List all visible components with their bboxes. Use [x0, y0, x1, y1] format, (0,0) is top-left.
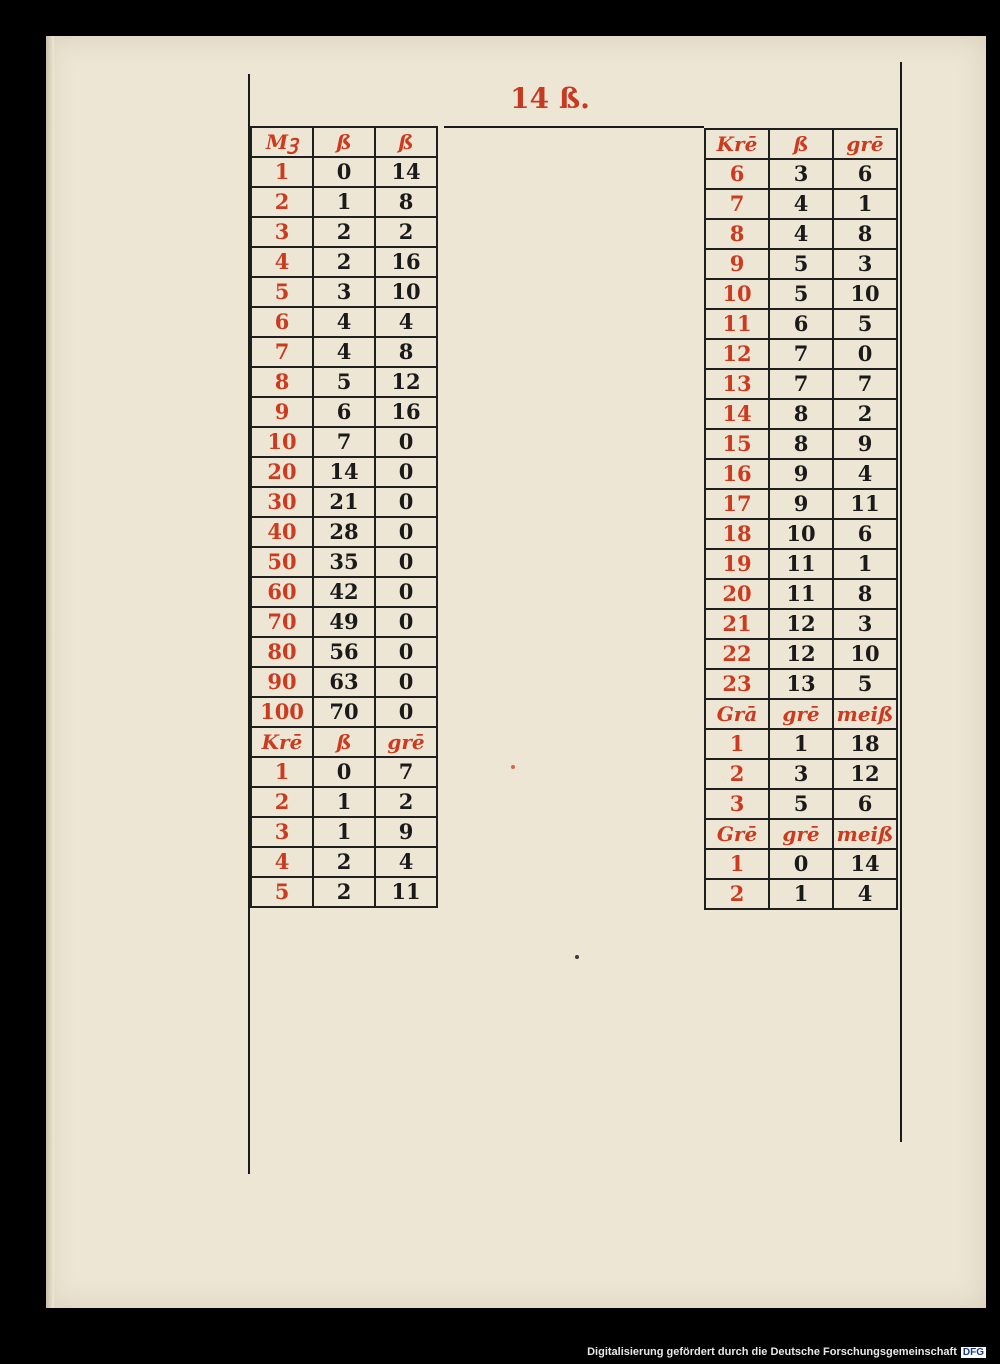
value-cell: 2	[313, 247, 375, 277]
column-header: meiß	[833, 819, 897, 849]
row-label-cell: 11	[705, 309, 769, 339]
table-row	[251, 397, 437, 427]
column-header: Grā	[705, 699, 769, 729]
column-header: grē	[769, 699, 833, 729]
value-cell: 5	[833, 669, 897, 699]
value-cell: 14	[313, 457, 375, 487]
value-cell: 8	[769, 399, 833, 429]
value-cell: 6	[769, 309, 833, 339]
row-label-cell: 7	[705, 189, 769, 219]
value-cell: 11	[833, 489, 897, 519]
table-row	[705, 489, 897, 519]
row-label-cell: 10	[705, 279, 769, 309]
table-row	[705, 459, 897, 489]
row-label-cell: 13	[705, 369, 769, 399]
value-cell: 4	[769, 189, 833, 219]
value-cell: 2	[313, 847, 375, 877]
table-row	[251, 577, 437, 607]
value-cell: 10	[833, 639, 897, 669]
value-cell: 9	[769, 459, 833, 489]
row-label-cell: 10	[251, 427, 313, 457]
value-cell: 11	[769, 579, 833, 609]
column-header: grē	[769, 819, 833, 849]
value-cell: 7	[769, 339, 833, 369]
value-cell: 8	[769, 429, 833, 459]
column-header: Grē	[705, 819, 769, 849]
value-cell: 9	[769, 489, 833, 519]
column-header: Krē	[705, 129, 769, 159]
table-row	[251, 367, 437, 397]
row-label-cell: 5	[251, 277, 313, 307]
table-row	[705, 639, 897, 669]
value-cell: 0	[375, 487, 437, 517]
table-row	[251, 487, 437, 517]
column-header: ß	[375, 127, 437, 157]
row-label-cell: 12	[705, 339, 769, 369]
value-cell: 5	[769, 279, 833, 309]
value-cell: 18	[833, 729, 897, 759]
credit-text: Digitalisierung gefördert durch die Deutsche Forschungsgemeinschaft	[587, 1346, 957, 1358]
value-cell: 0	[375, 427, 437, 457]
table-row	[251, 277, 437, 307]
row-label-cell: 3	[251, 217, 313, 247]
row-label-cell: 50	[251, 547, 313, 577]
row-label-cell: 4	[251, 247, 313, 277]
row-label-cell: 20	[705, 579, 769, 609]
value-cell: 28	[313, 517, 375, 547]
row-label-cell: 2	[251, 187, 313, 217]
value-cell: 1	[769, 729, 833, 759]
value-cell: 42	[313, 577, 375, 607]
value-cell: 0	[313, 157, 375, 187]
table-row	[251, 157, 437, 187]
digitization-credit	[587, 1346, 986, 1358]
table-row	[251, 547, 437, 577]
table-row	[705, 429, 897, 459]
table-row	[251, 637, 437, 667]
value-cell: 1	[833, 549, 897, 579]
value-cell: 6	[833, 519, 897, 549]
left-conversion-table	[250, 126, 438, 908]
value-cell: 2	[375, 217, 437, 247]
row-label-cell: 1	[251, 157, 313, 187]
table-row	[705, 219, 897, 249]
value-cell: 7	[375, 757, 437, 787]
page-header: 14 ß.	[510, 82, 590, 115]
table-row	[705, 609, 897, 639]
value-cell: 7	[833, 369, 897, 399]
value-cell: 4	[833, 879, 897, 909]
top-rule	[444, 126, 704, 128]
table-row	[251, 697, 437, 727]
row-label-cell: 18	[705, 519, 769, 549]
value-cell: 0	[375, 577, 437, 607]
table-row	[251, 247, 437, 277]
value-cell: 21	[313, 487, 375, 517]
row-label-cell: 22	[705, 639, 769, 669]
table-row	[705, 579, 897, 609]
row-label-cell: 23	[705, 669, 769, 699]
value-cell: 8	[833, 219, 897, 249]
row-label-cell: 2	[705, 759, 769, 789]
row-label-cell: 1	[705, 729, 769, 759]
table-row	[705, 309, 897, 339]
value-cell: 1	[313, 187, 375, 217]
value-cell: 7	[769, 369, 833, 399]
table-row	[251, 307, 437, 337]
value-cell: 12	[833, 759, 897, 789]
value-cell: 12	[769, 639, 833, 669]
table-row	[705, 549, 897, 579]
value-cell: 11	[769, 549, 833, 579]
table-header-row	[705, 819, 897, 849]
column-header: ß	[313, 727, 375, 757]
column-header: ß	[769, 129, 833, 159]
table-row	[705, 669, 897, 699]
value-cell: 5	[313, 367, 375, 397]
value-cell: 4	[769, 219, 833, 249]
row-label-cell: 70	[251, 607, 313, 637]
table-row	[251, 427, 437, 457]
column-header: Krē	[251, 727, 313, 757]
row-label-cell: 90	[251, 667, 313, 697]
value-cell: 3	[833, 249, 897, 279]
column-header: Mꝫ	[251, 127, 313, 157]
value-cell: 3	[833, 609, 897, 639]
value-cell: 0	[375, 457, 437, 487]
right-margin-rule	[900, 62, 902, 1142]
row-label-cell: 21	[705, 609, 769, 639]
value-cell: 2	[833, 399, 897, 429]
value-cell: 4	[833, 459, 897, 489]
value-cell: 3	[769, 759, 833, 789]
value-cell: 0	[375, 547, 437, 577]
ink-spot	[511, 765, 515, 769]
value-cell: 56	[313, 637, 375, 667]
value-cell: 16	[375, 397, 437, 427]
row-label-cell: 40	[251, 517, 313, 547]
value-cell: 12	[375, 367, 437, 397]
table-row	[251, 787, 437, 817]
value-cell: 1	[769, 879, 833, 909]
value-cell: 3	[313, 277, 375, 307]
value-cell: 2	[375, 787, 437, 817]
table-row	[251, 607, 437, 637]
table-row	[705, 789, 897, 819]
row-label-cell: 2	[705, 879, 769, 909]
table-row	[251, 877, 437, 907]
table-header-row	[251, 727, 437, 757]
table-row	[705, 849, 897, 879]
table-row	[705, 369, 897, 399]
value-cell: 16	[375, 247, 437, 277]
row-label-cell: 2	[251, 787, 313, 817]
value-cell: 0	[313, 757, 375, 787]
value-cell: 35	[313, 547, 375, 577]
value-cell: 5	[769, 249, 833, 279]
column-header: ß	[313, 127, 375, 157]
value-cell: 11	[375, 877, 437, 907]
value-cell: 14	[833, 849, 897, 879]
table-row	[705, 729, 897, 759]
value-cell: 2	[313, 877, 375, 907]
value-cell: 3	[769, 159, 833, 189]
value-cell: 5	[769, 789, 833, 819]
value-cell: 7	[313, 427, 375, 457]
table-header-row	[705, 699, 897, 729]
row-label-cell: 15	[705, 429, 769, 459]
value-cell: 8	[375, 187, 437, 217]
value-cell: 0	[375, 607, 437, 637]
table-row	[251, 517, 437, 547]
value-cell: 9	[375, 817, 437, 847]
row-label-cell: 80	[251, 637, 313, 667]
value-cell: 2	[313, 217, 375, 247]
value-cell: 13	[769, 669, 833, 699]
row-label-cell: 16	[705, 459, 769, 489]
row-label-cell: 6	[705, 159, 769, 189]
value-cell: 8	[375, 337, 437, 367]
table-row	[705, 519, 897, 549]
value-cell: 10	[769, 519, 833, 549]
table-row	[705, 759, 897, 789]
row-label-cell: 4	[251, 847, 313, 877]
value-cell: 1	[313, 817, 375, 847]
row-label-cell: 5	[251, 877, 313, 907]
row-label-cell: 20	[251, 457, 313, 487]
row-label-cell: 9	[251, 397, 313, 427]
row-label-cell: 3	[251, 817, 313, 847]
row-label-cell: 8	[705, 219, 769, 249]
value-cell: 14	[375, 157, 437, 187]
row-label-cell: 9	[705, 249, 769, 279]
row-label-cell: 14	[705, 399, 769, 429]
value-cell: 0	[833, 339, 897, 369]
table-row	[251, 217, 437, 247]
row-label-cell: 6	[251, 307, 313, 337]
table-row	[251, 457, 437, 487]
value-cell: 9	[833, 429, 897, 459]
value-cell: 70	[313, 697, 375, 727]
table-row	[705, 879, 897, 909]
value-cell: 1	[313, 787, 375, 817]
value-cell: 4	[313, 337, 375, 367]
table-row	[251, 847, 437, 877]
row-label-cell: 7	[251, 337, 313, 367]
table-row	[251, 667, 437, 697]
value-cell: 0	[769, 849, 833, 879]
value-cell: 49	[313, 607, 375, 637]
value-cell: 0	[375, 667, 437, 697]
column-header: meiß	[833, 699, 897, 729]
value-cell: 12	[769, 609, 833, 639]
table-row	[705, 249, 897, 279]
row-label-cell: 100	[251, 697, 313, 727]
row-label-cell: 1	[251, 757, 313, 787]
column-header: grē	[375, 727, 437, 757]
value-cell: 6	[313, 397, 375, 427]
value-cell: 0	[375, 517, 437, 547]
row-label-cell: 60	[251, 577, 313, 607]
row-label-cell: 17	[705, 489, 769, 519]
table-header-row	[251, 127, 437, 157]
dfg-logo: DFG	[962, 1347, 984, 1358]
row-label-cell: 19	[705, 549, 769, 579]
ink-spot	[575, 955, 579, 959]
value-cell: 10	[833, 279, 897, 309]
value-cell: 4	[375, 847, 437, 877]
row-label-cell: 8	[251, 367, 313, 397]
table-row	[705, 339, 897, 369]
row-label-cell: 1	[705, 849, 769, 879]
table-row	[251, 187, 437, 217]
value-cell: 4	[375, 307, 437, 337]
table-row	[251, 337, 437, 367]
value-cell: 0	[375, 637, 437, 667]
table-header-row	[705, 129, 897, 159]
value-cell: 8	[833, 579, 897, 609]
value-cell: 63	[313, 667, 375, 697]
value-cell: 5	[833, 309, 897, 339]
value-cell: 10	[375, 277, 437, 307]
table-row	[705, 159, 897, 189]
table-row	[251, 757, 437, 787]
table-row	[705, 399, 897, 429]
table-row	[251, 817, 437, 847]
table-row	[705, 189, 897, 219]
column-header: grē	[833, 129, 897, 159]
value-cell: 6	[833, 159, 897, 189]
table-row	[705, 279, 897, 309]
row-label-cell: 3	[705, 789, 769, 819]
value-cell: 0	[375, 697, 437, 727]
right-conversion-table	[704, 128, 898, 910]
value-cell: 6	[833, 789, 897, 819]
row-label-cell: 30	[251, 487, 313, 517]
value-cell: 1	[833, 189, 897, 219]
value-cell: 4	[313, 307, 375, 337]
